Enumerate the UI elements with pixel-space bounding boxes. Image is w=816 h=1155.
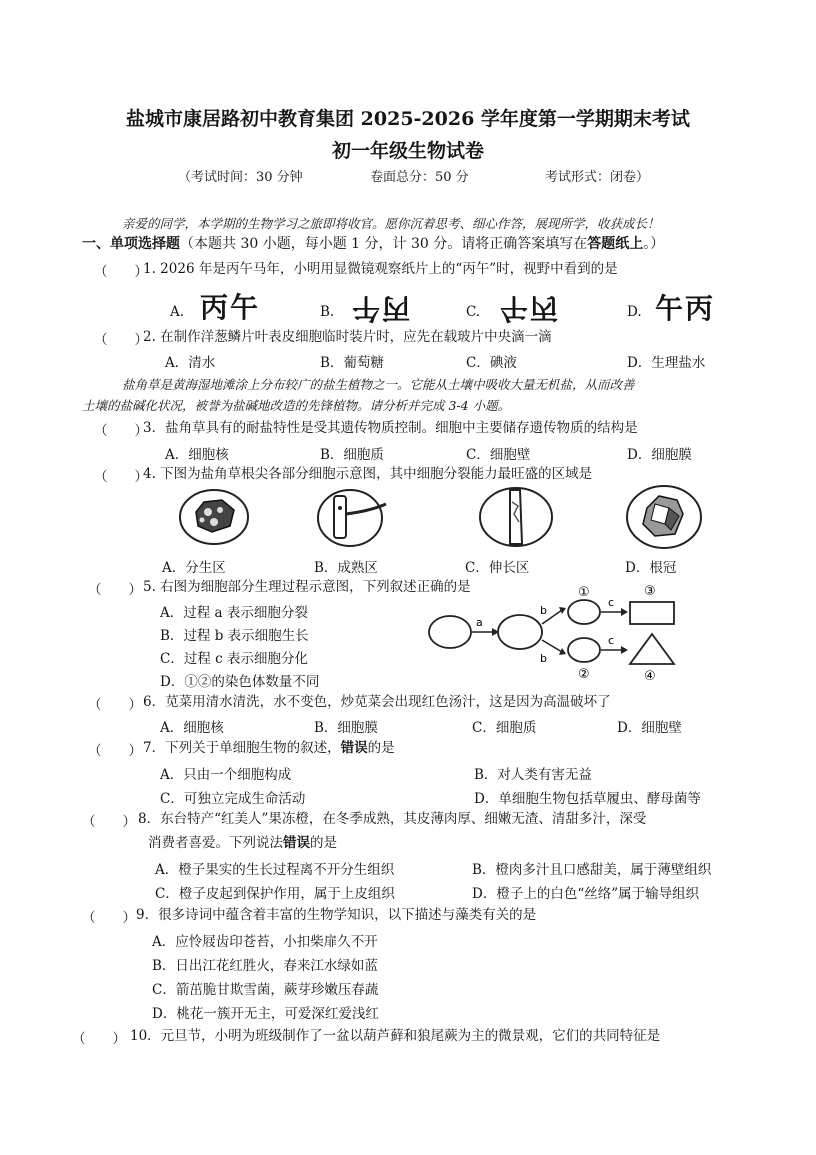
- answer-blank-q2[interactable]: （ ）: [94, 332, 148, 348]
- exam-time: （考试时间：30 分钟: [178, 170, 303, 185]
- q7-option-b: B．对人类有害无益: [474, 767, 592, 783]
- passage-line-2: 土壤的盐碱化状况，被誉为盐碱地改造的先锋植物。请分析并完成 3-4 小题。: [82, 398, 511, 413]
- q7-option-c: C．可独立完成生命活动: [160, 791, 306, 807]
- q5-option-d: D．①②的染色体数量不同: [160, 674, 320, 690]
- q8-stem-line-2: [148, 834, 337, 852]
- q5-option-a: A．过程 a 表示细胞分裂: [160, 605, 308, 621]
- answer-blank-q9[interactable]: （ ）: [82, 910, 136, 926]
- q2-option-b: B．葡萄糖: [320, 355, 384, 371]
- q9-option-d: D．桃花一簇开无主，可爱深红爱浅红: [152, 1006, 379, 1022]
- section-desc-bold: 答题纸上: [587, 236, 644, 252]
- process-b-label-top: b: [540, 604, 547, 617]
- q6-option-a: A．细胞核: [160, 720, 224, 736]
- exam-form: 考试形式：闭卷）: [545, 170, 650, 185]
- q1-option-b-label: B.: [320, 304, 335, 320]
- maturation-cell-figure: [316, 488, 390, 548]
- q6-stem: 6．苋菜用清水清洗，水不变色，炒苋菜会出现红色汤汁，这是因为高温破坏了: [143, 694, 611, 710]
- root-cap-cell-figure: [625, 484, 703, 550]
- q1-option-d-label: D.: [627, 304, 642, 320]
- q2-option-d: D．生理盐水: [627, 355, 706, 371]
- cell-2-label: ②: [578, 667, 590, 682]
- total-score: 卷面总分：50 分: [370, 170, 469, 185]
- q3-option-c: C．细胞壁: [466, 447, 531, 463]
- q8-option-d: D．橙子上的白色“丝络”属于输导组织: [472, 886, 700, 902]
- q8-stem-part-c: 的是: [310, 835, 337, 851]
- tissue-3-label: ③: [644, 584, 656, 599]
- q4-option-b: B．成熟区: [314, 560, 378, 576]
- answer-blank-q1[interactable]: （ ）: [94, 264, 148, 280]
- q7-stem-emphasis: 错误: [340, 740, 368, 756]
- q5-option-c: C．过程 c 表示细胞分化: [160, 651, 308, 667]
- q1-stem: 1. 2026 年是丙午马年，小明用显微镜观察纸片上的“丙午”时，视野中看到的是: [143, 261, 618, 277]
- exam-title: 盐城市康居路初中教育集团 2025-2026 学年度第一学期期末考试: [126, 108, 690, 130]
- q4-option-a: A．分生区: [162, 560, 226, 576]
- answer-blank-q3[interactable]: （ ）: [94, 423, 148, 439]
- q4-option-d: D．根冠: [625, 560, 677, 576]
- answer-blank-q6[interactable]: （ ）: [88, 697, 142, 713]
- q8-option-b: B．橙肉多汁且口感甜美，属于薄壁组织: [472, 862, 712, 878]
- process-b-label-bottom: b: [540, 652, 547, 665]
- q1-option-b-glyph: 丙午: [350, 292, 411, 325]
- q3-stem: 3．盐角草具有的耐盐特性是受其遗传物质控制。细胞中主要储存遗传物质的结构是: [143, 420, 638, 436]
- q7-stem: [143, 739, 395, 757]
- q5-option-b: B．过程 b 表示细胞生长: [160, 628, 309, 644]
- section-desc-end: 。）: [643, 236, 665, 252]
- q9-option-c: C．箭茁脆甘欺雪菌，蕨芽珍嫩压春蔬: [152, 982, 379, 998]
- meristem-cell-figure: [178, 488, 250, 546]
- q2-stem: 2. 在制作洋葱鳞片叶表皮细胞临时装片时，应先在载玻片中央滴一滴: [143, 329, 552, 345]
- process-c-label-bottom: c: [608, 634, 615, 647]
- q2-option-c: C．碘液: [466, 355, 517, 371]
- q1-option-d-glyph: 午丙: [655, 292, 716, 325]
- section-label: 一、单项选择题: [82, 236, 180, 252]
- section-desc: （本题共 30 小题，每小题 1 分，计 30 分。请将正确答案填写在: [180, 236, 588, 252]
- q10-stem: 10．元旦节，小明为班级制作了一盆以葫芦藓和狼尾蕨为主的微景观，它们的共同特征是: [130, 1028, 661, 1044]
- process-c-label-top: c: [608, 596, 615, 609]
- section-heading: [82, 233, 664, 253]
- answer-blank-q7[interactable]: （ ）: [88, 743, 142, 759]
- q1-option-c-label: C.: [466, 304, 481, 320]
- answer-blank-q10[interactable]: （ ）: [72, 1031, 126, 1047]
- q7-option-a: A．只由一个细胞构成: [160, 767, 292, 783]
- q2-option-a: A．清水: [165, 355, 216, 371]
- process-a-label: a: [476, 616, 483, 629]
- q3-option-b: B．细胞质: [320, 447, 384, 463]
- q8-stem-emphasis: 错误: [283, 835, 310, 851]
- q9-option-a: A．应怜屐齿印苍苔，小扣柴扉久不开: [152, 934, 378, 950]
- exam-subtitle: 初一年级生物试卷: [331, 140, 484, 162]
- q8-stem-part-a: 消费者喜爱。下列说法: [148, 835, 283, 851]
- q1-option-a-label: A.: [170, 304, 185, 320]
- q9-stem: 9．很多诗词中蕴含着丰富的生物学知识，以下描述与藻类有关的是: [136, 907, 537, 923]
- q4-stem: 4. 下图为盐角草根尖各部分细胞示意图，其中细胞分裂能力最旺盛的区域是: [143, 466, 593, 482]
- q4-option-c: C．伸长区: [465, 560, 530, 576]
- q1-option-c-glyph: 午丙: [500, 292, 561, 325]
- tissue-4-label: ④: [644, 669, 656, 682]
- q7-stem-part-a: 7．下列关于单细胞生物的叙述，: [143, 740, 341, 756]
- cell-1-label: ①: [578, 585, 590, 600]
- q6-option-d: D．细胞壁: [617, 720, 682, 736]
- q7-option-d: D．单细胞生物包括草履虫、酵母菌等: [474, 791, 701, 807]
- elongation-cell-figure: [478, 486, 554, 548]
- q5-stem: 5. 右图为细胞部分生理过程示意图，下列叙述正确的是: [143, 579, 471, 595]
- passage-line-1: 盐角草是黄海湿地滩涂上分布较广的盐生植物之一。它能从土壤中吸收大量无机盐，从而改善: [122, 377, 635, 392]
- q6-option-b: B．细胞膜: [314, 720, 378, 736]
- q8-option-a: A．橙子果实的生长过程离不开分生组织: [155, 862, 395, 878]
- q8-option-c: C．橙子皮起到保护作用，属于上皮组织: [155, 886, 395, 902]
- answer-blank-q8[interactable]: （ ）: [82, 814, 136, 830]
- answer-blank-q4[interactable]: （ ）: [94, 469, 148, 485]
- q3-option-a: A．细胞核: [165, 447, 229, 463]
- intro-text: 亲爱的同学，本学期的生物学习之旅即将收官。愿你沉着思考、细心作答，展现所学，收获成长！: [122, 216, 660, 231]
- q6-option-c: C．细胞质: [472, 720, 537, 736]
- q7-stem-part-c: 的是: [367, 740, 395, 756]
- q9-option-b: B．日出江花红胜火，春来江水绿如蓝: [152, 958, 378, 974]
- cell-process-diagram: [428, 582, 690, 682]
- q8-stem-line-1: 8．东台特产“红美人”果冻橙，在冬季成熟，其皮薄肉厚、细嫩无渣、清甜多汁，深受: [138, 811, 647, 827]
- q1-option-a-glyph: 丙午: [200, 291, 261, 324]
- q3-option-d: D．细胞膜: [627, 447, 692, 463]
- answer-blank-q5[interactable]: （ ）: [88, 582, 142, 598]
